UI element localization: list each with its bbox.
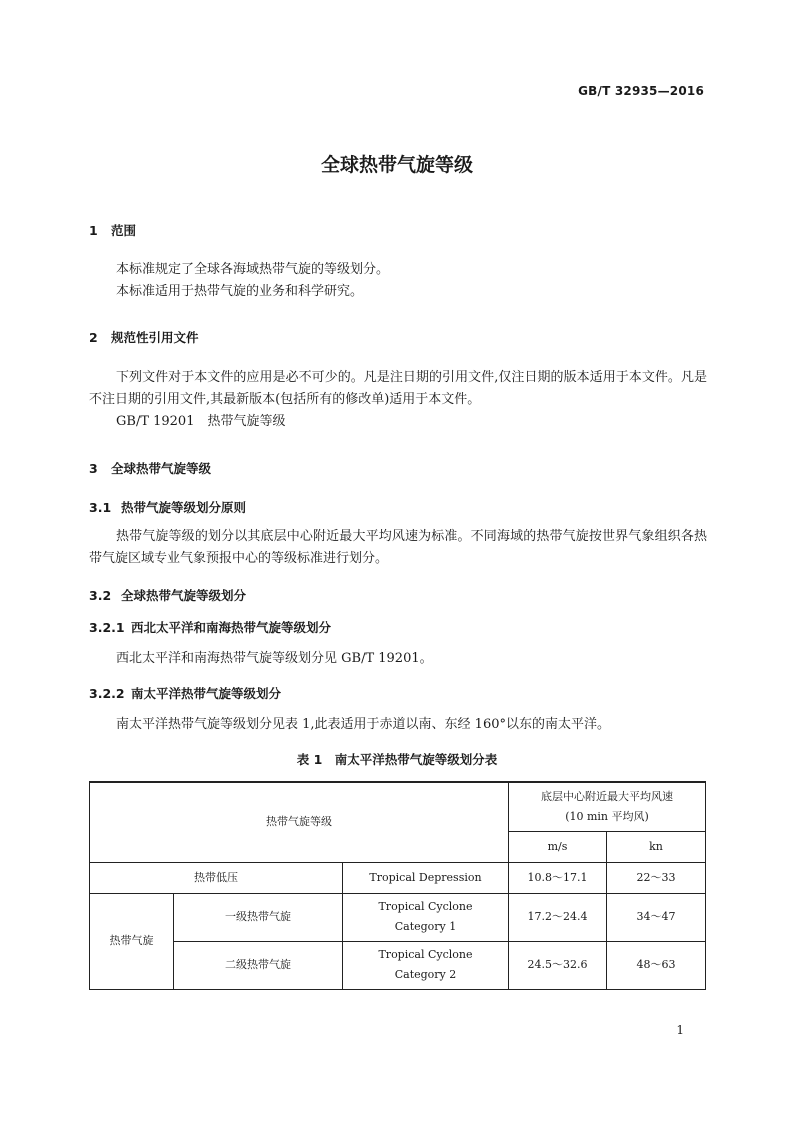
section-number: 3.2.1	[89, 620, 125, 635]
section-number: 3.2.2	[89, 686, 125, 701]
grade-en: Tropical Depression	[343, 862, 509, 893]
speed-kn: 34～47	[607, 893, 706, 941]
section-title: 全球热带气旋等级	[111, 461, 212, 476]
section-number: 3.1	[89, 500, 112, 515]
grade-en-line2: Category 1	[394, 920, 457, 933]
section-title: 全球热带气旋等级划分	[121, 588, 247, 603]
section-3-2-2-heading	[89, 684, 281, 702]
table-header-row	[90, 782, 706, 831]
paragraph: 南太平洋热带气旋等级划分见表 1,此表适用于赤道以南、东经 160°以东的南太平洋。	[116, 717, 610, 732]
header-grade: 热带气旋等级	[266, 815, 332, 829]
section-3-2-heading	[89, 586, 246, 604]
speed-ms: 17.2～24.4	[509, 893, 607, 941]
table-row	[90, 941, 706, 989]
section-number: 3.2	[89, 588, 112, 603]
paragraph: 本标准适用于热带气旋的业务和科学研究。	[116, 284, 364, 299]
unit-ms: m/s	[509, 831, 607, 862]
section-3-1-heading	[89, 498, 246, 516]
speed-ms: 10.8～17.1	[509, 862, 607, 893]
unit-kn: kn	[607, 831, 706, 862]
section-3-2-1-heading	[89, 618, 331, 636]
section-number: 1	[89, 223, 98, 238]
section-1-heading	[89, 221, 136, 239]
grade-group: 热带气旋	[90, 893, 174, 989]
document-code: GB/T 32935—2016	[578, 84, 704, 98]
grade-en-cell	[343, 893, 509, 941]
grade-table	[89, 781, 706, 990]
section-2-heading	[89, 328, 199, 346]
grade-en-cell	[343, 941, 509, 989]
section-title: 范围	[111, 223, 137, 238]
page-title: 全球热带气旋等级	[320, 154, 473, 176]
speed-ms: 24.5～32.6	[509, 941, 607, 989]
header-speed-line1: 底层中心附近最大平均风速	[541, 789, 673, 803]
table-caption: 表 1 南太平洋热带气旋等级划分表	[296, 752, 498, 767]
paragraph: 西北太平洋和南海热带气旋等级划分见 GB/T 19201。	[116, 651, 433, 666]
speed-kn: 48～63	[607, 941, 706, 989]
speed-kn: 22～33	[607, 862, 706, 893]
table-row	[90, 862, 706, 893]
grade-cn: 一级热带气旋	[174, 893, 343, 941]
section-title: 西北太平洋和南海热带气旋等级划分	[131, 620, 332, 635]
section-title: 规范性引用文件	[111, 330, 199, 345]
paragraph: 下列文件对于本文件的应用是必不可少的。凡是注日期的引用文件,仅注日期的版本适用于本文件。凡是不注日期的引用文件,其最新版本(包括所有的修改单)适用于本文件。	[89, 370, 707, 407]
header-speed-cell	[509, 782, 706, 831]
section-number: 2	[89, 330, 98, 345]
section-3-heading	[89, 459, 211, 477]
grade-cn: 热带低压	[90, 862, 343, 893]
header-speed-line2: (10 min 平均风)	[565, 809, 649, 823]
normative-reference: GB/T 19201 热带气旋等级	[116, 414, 286, 429]
grade-en-line2: Category 2	[394, 968, 457, 981]
section-number: 3	[89, 461, 98, 476]
page-number: 1	[676, 1023, 684, 1037]
grade-en-line1: Tropical Cyclone	[378, 948, 473, 961]
paragraph: 热带气旋等级的划分以其底层中心附近最大平均风速为标准。不同海域的热带气旋按世界气象组织各热带气旋区域专业气象预报中心的等级标准进行划分。	[89, 529, 707, 566]
section-title: 南太平洋热带气旋等级划分	[131, 686, 282, 701]
paragraph: 本标准规定了全球各海域热带气旋的等级划分。	[116, 262, 390, 277]
table-row	[90, 893, 706, 941]
grade-cn: 二级热带气旋	[174, 941, 343, 989]
section-title: 热带气旋等级划分原则	[121, 500, 247, 515]
grade-en-line1: Tropical Cyclone	[378, 900, 473, 913]
header-grade-cell	[90, 782, 509, 862]
